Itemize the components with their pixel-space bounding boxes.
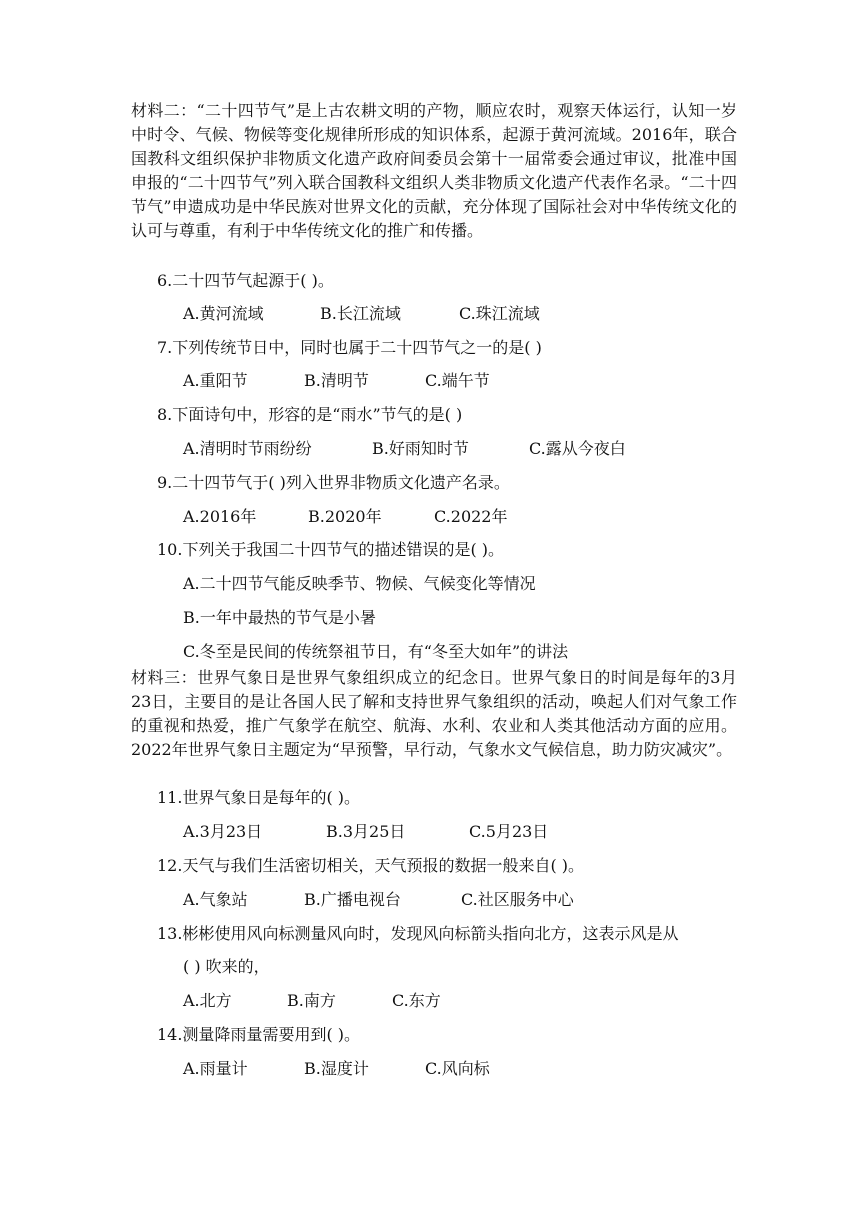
question-13-stem-continued: ( ) 吹来的， <box>183 957 270 976</box>
question-12-options <box>183 889 574 911</box>
question-11-option-c: C.5月23日 <box>469 822 549 841</box>
question-12-option-b: B.广播电视台 <box>304 890 401 909</box>
question-6-option-c: C.珠江流域 <box>459 304 540 323</box>
question-10-option-b: B.一年中最热的节气是小暑 <box>183 608 376 627</box>
question-10-option-a: A.二十四节气能反映季节、物候、气候变化等情况 <box>183 574 536 593</box>
question-13-option-c: C.东方 <box>392 991 441 1010</box>
question-14-stem: 14.测量降雨量需要用到( )。 <box>157 1025 361 1044</box>
question-6-options <box>183 303 540 325</box>
question-11-option-a: A.3月23日 <box>183 822 263 841</box>
question-7-option-c: C.端午节 <box>425 371 490 390</box>
question-8-option-b: B.好雨知时节 <box>372 439 469 458</box>
question-9-stem: 9.二十四节气于( )列入世界非物质文化遗产名录。 <box>157 473 510 492</box>
question-11-options <box>183 821 548 843</box>
question-9-option-b: B.2020年 <box>308 507 382 526</box>
material-2-paragraph: 材料二：“二十四节气”是上古农耕文明的产物，顺应农时，观察天体运行，认知一岁中时令、气候、物候等变化规律所形成的知识体系，起源于黄河流域。2016年，联合国教科文组织保护非物质文化遗产政府间委员会第十一届常委会通过审议，批准中国申报的“二十四节气”列入联合国教科文组织人类非物质文化遗产代表作名录。“二十四节气”申遗成功是中华民族对世界文化的贡献，充分体现了国际社会对中华传统文化的认可与尊重，有利于中华传统文化的推广和传播。 <box>131 101 737 240</box>
question-7-stem: 7.下列传统节日中，同时也属于二十四节气之一的是( ) <box>157 338 542 357</box>
question-6-stem: 6.二十四节气起源于( )。 <box>157 271 334 290</box>
question-7-option-a: A.重阳节 <box>183 371 248 390</box>
question-10-stem: 10.下列关于我国二十四节气的描述错误的是( )。 <box>157 540 505 559</box>
question-8-options <box>183 438 626 460</box>
question-14-option-b: B.湿度计 <box>304 1059 369 1078</box>
question-11-option-b: B.3月25日 <box>326 822 406 841</box>
question-13-option-b: B.南方 <box>287 991 336 1010</box>
question-13-options <box>183 990 441 1012</box>
question-8-option-c: C.露从今夜白 <box>529 439 626 458</box>
question-9-option-c: C.2022年 <box>434 507 508 526</box>
question-10-option-c: C.冬至是民间的传统祭祖节日，有“冬至大如年”的讲法 <box>183 642 569 661</box>
question-12-option-a: A.气象站 <box>183 890 248 909</box>
question-9-options <box>183 506 507 528</box>
question-14-options <box>183 1058 490 1080</box>
question-14-option-c: C.风向标 <box>425 1059 490 1078</box>
question-8-stem: 8.下面诗句中，形容的是“雨水”节气的是( ) <box>157 405 463 424</box>
question-12-stem: 12.天气与我们生活密切相关，天气预报的数据一般来自( )。 <box>157 856 585 875</box>
question-8-option-a: A.清明时节雨纷纷 <box>183 439 312 458</box>
question-13-option-a: A.北方 <box>183 991 232 1010</box>
question-13-stem: 13.彬彬使用风向标测量风向时，发现风向标箭头指向北方，这表示风是从 <box>157 924 679 943</box>
question-12-option-c: C.社区服务中心 <box>461 890 574 909</box>
question-14-option-a: A.雨量计 <box>183 1059 248 1078</box>
question-6-option-a: A.黄河流域 <box>183 304 264 323</box>
question-7-options <box>183 370 490 392</box>
question-9-option-a: A.2016年 <box>183 507 257 526</box>
question-7-option-b: B.清明节 <box>304 371 369 390</box>
question-11-stem: 11.世界气象日是每年的( )。 <box>157 788 361 807</box>
question-6-option-b: B.长江流域 <box>320 304 401 323</box>
material-3-paragraph: 材料三：世界气象日是世界气象组织成立的纪念日。世界气象日的时间是每年的3月23日，主要目的是让各国人民了解和支持世界气象组织的活动，唤起人们对气象工作的重视和热爱，推广气象学在航空、航海、水利、农业和人类其他活动方面的应用。2022年世界气象日主题定为“早预警，早行动，气象水文气候信息，助力防灾减灾”。 <box>131 668 737 759</box>
